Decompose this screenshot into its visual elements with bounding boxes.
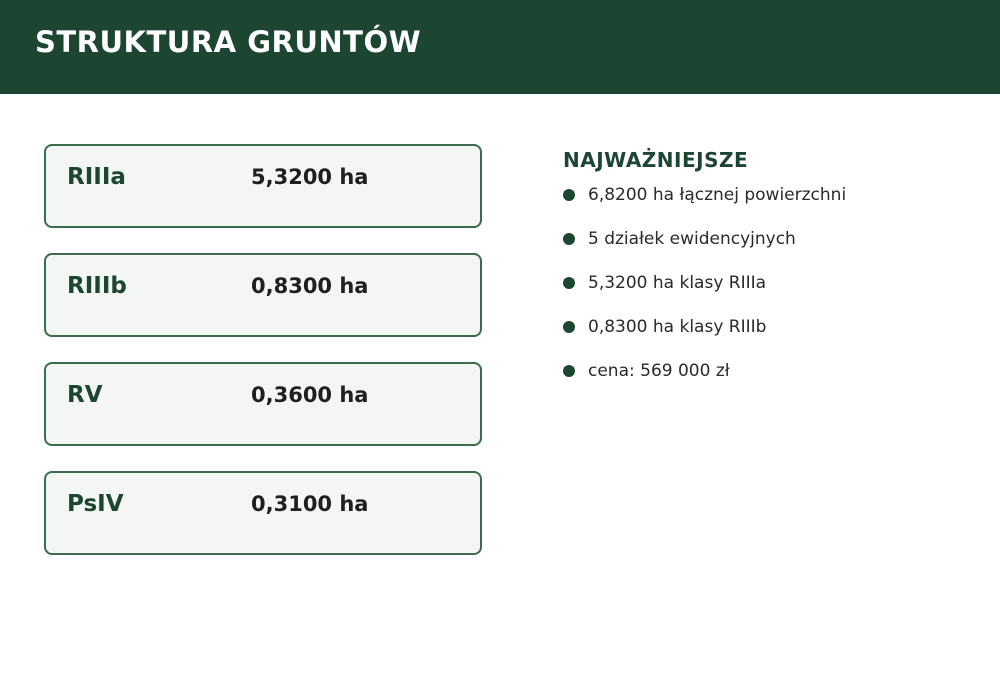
list-item xyxy=(563,186,983,230)
bullet-dot-icon xyxy=(563,277,575,289)
list-item xyxy=(563,230,983,274)
land-class-label: RV xyxy=(67,382,103,408)
list-item xyxy=(563,362,983,406)
header-bar xyxy=(0,0,1000,94)
highlights-title: NAJWAŻNIEJSZE xyxy=(563,148,749,172)
land-class-label: RIIIa xyxy=(67,164,126,190)
land-class-cards xyxy=(44,144,482,580)
list-item-text: 5,3200 ha klasy RIIIa xyxy=(588,273,767,293)
land-class-label: RIIIb xyxy=(67,273,127,299)
land-class-card xyxy=(44,253,482,337)
list-item-text: cena: 569 000 zł xyxy=(588,361,730,381)
list-item xyxy=(563,274,983,318)
page-title: STRUKTURA GRUNTÓW xyxy=(35,25,422,59)
bullet-dot-icon xyxy=(563,233,575,245)
bullet-dot-icon xyxy=(563,321,575,333)
land-class-card xyxy=(44,471,482,555)
land-class-card xyxy=(44,144,482,228)
land-class-label: PsIV xyxy=(67,491,124,517)
land-class-card xyxy=(44,362,482,446)
list-item-text: 6,8200 ha łącznej powierzchni xyxy=(588,185,847,205)
land-class-area: 0,3100 ha xyxy=(251,492,369,516)
list-item-text: 0,8300 ha klasy RIIIb xyxy=(588,317,767,337)
bullet-dot-icon xyxy=(563,365,575,377)
list-item xyxy=(563,318,983,362)
land-class-area: 5,3200 ha xyxy=(251,165,369,189)
land-class-area: 0,8300 ha xyxy=(251,274,369,298)
land-class-area: 0,3600 ha xyxy=(251,383,369,407)
highlights-panel xyxy=(563,148,983,406)
bullet-dot-icon xyxy=(563,189,575,201)
list-item-text: 5 działek ewidencyjnych xyxy=(588,229,796,249)
highlights-list xyxy=(563,186,983,406)
